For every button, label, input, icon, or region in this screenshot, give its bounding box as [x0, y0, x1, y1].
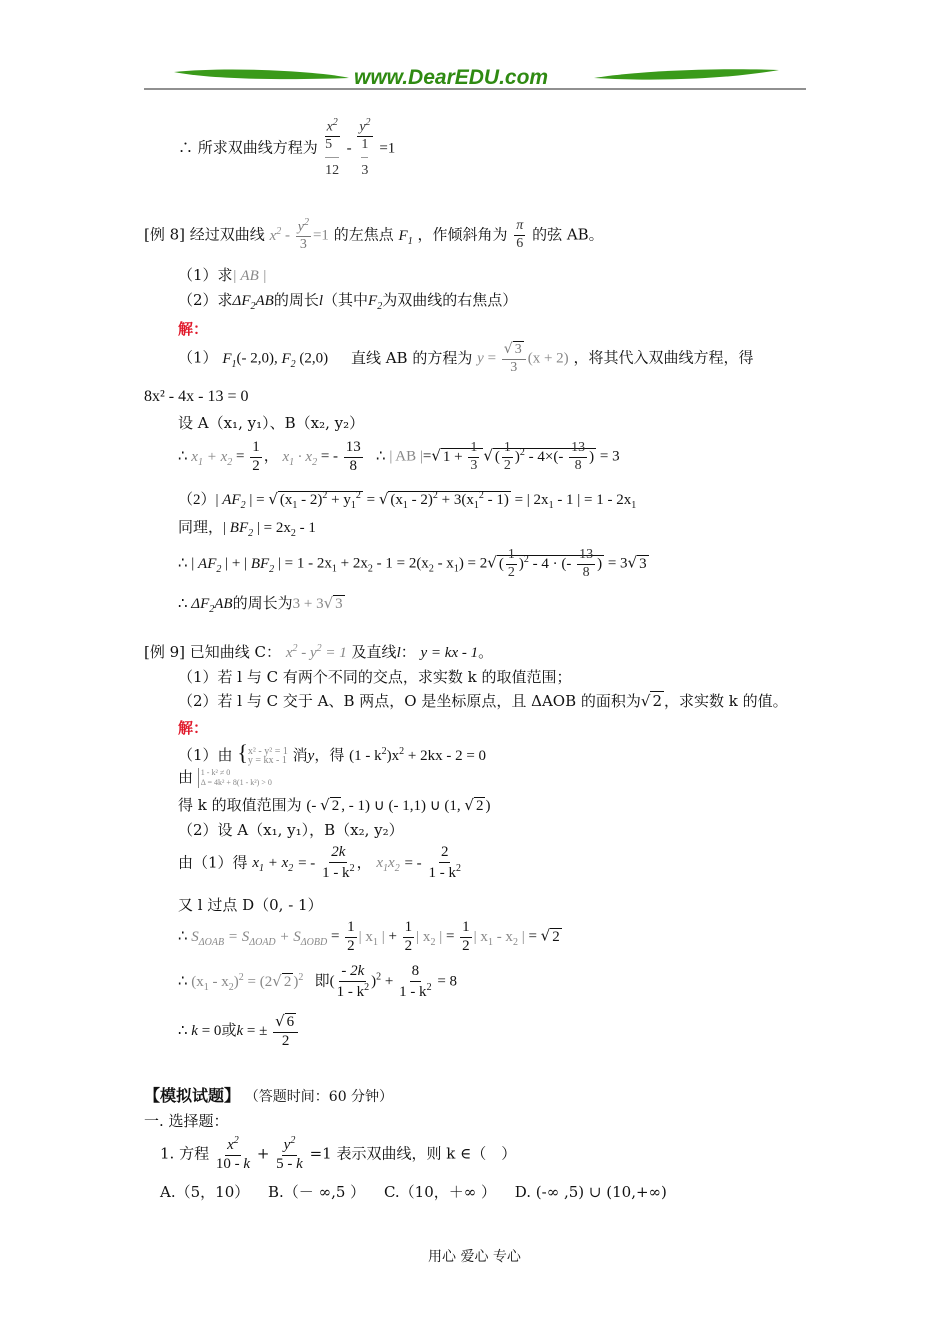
time-note: （答题时间：60 分钟） — [244, 1089, 394, 1105]
ex9-solution-line-3: 得 k 的取值范围为 (- √ 2 , - 1) ∪ (- 1,1) ∪ (1, √ 2 ) — [178, 796, 491, 814]
ex8-solution-line-1: （1） $F_1(-$ 2,0), $F_2$ (2,0) 直线 AB 的方程为 y = $\frac{√ 3}{3}$ (x + 2) ，将其代入双曲线方程，得 — [178, 341, 754, 375]
ex9-solution-line-1: （1）由 {x² - y² = 1 y = kx - 1 消y，得 $(1 - k^2)x^2 + 2kx - 2 = 0$ — [178, 740, 487, 766]
answer-line: ∴ 所求双曲线方程为 $x^2$ 5 12 - $y^2$ 1 3 =1 — [178, 117, 396, 179]
t1-c: ，得 — [314, 746, 345, 764]
q1-prefix: 1. 方程 — [160, 1144, 210, 1163]
s5: 同理， — [178, 520, 224, 536]
example-9-statement: [例 9] 已知曲线 C： $x^2 - y^2 = 1$ 及直线l： y = kx - 1。 — [144, 643, 494, 661]
ex8-af2: （2）| $AF_2$ | = √ $(x_1 - 2)^2 + y_1^2$ = √ $(x_1 - 2)^2 + 3(x_1^2 - 1)$ = | $2x_1 - 1$ | = $1 - 2x_1$ — [178, 490, 637, 511]
footer-text: 用心 爱心 专心 — [428, 1249, 521, 1265]
ex8-equation: 8x² - 4x - 13 = 0 — [144, 388, 249, 405]
example-8-question-1: （1）求| AB | — [178, 266, 267, 284]
practice-section: 一. 选择题： — [144, 1112, 229, 1130]
fraction-y2-over-1-3: $y^2$ 1 3 — [359, 117, 371, 179]
ex9-solution-line-2: 由 1 - k² ≠ 0 Δ = 4k² + 8(1 - k²) > 0 — [178, 768, 272, 787]
example-9-question-2: （2）若 l 与 C 交于 A、B 两点，O 是坐标原点，且 ΔAOB 的面积为√ 2 ，求实数 k 的值。 — [178, 692, 788, 710]
s1-c: ，将其代入双曲线方程，得 — [573, 348, 754, 367]
ex8-perimeter: ∴ $\Delta F_2AB$的周长为3 + 3√ 3 — [178, 594, 343, 615]
ex9-solution-line-6: 又 l 过点 D（0, - 1） — [178, 896, 323, 914]
ex8-q2d: 为双曲线的右焦点） — [382, 291, 518, 309]
example-8-question-2: （2）求$\Delta F_2AB$的周长l（其中$F_2$为双曲线的右焦点） — [178, 291, 518, 312]
practice-heading — [144, 1083, 393, 1106]
t2: 由 — [178, 768, 194, 786]
ex8-q2b: 的周长 — [273, 291, 319, 309]
question-1: 1. 方程 $\frac{x^2}{10 - k}$ + $\frac{y^2}{5 - k}$ =1 表示双曲线，则 k ∈（ ） — [160, 1135, 517, 1172]
t1-a: （1）由 — [178, 746, 233, 764]
option-d[interactable]: D. (-∞ ,5) ∪ (10,+∞) — [514, 1183, 667, 1201]
example-9-question-1: （1）若 l 与 C 有两个不同的交点，求实数 k 的取值范围； — [178, 668, 572, 686]
ex9-area: ∴ $S_{\Delta OAB} = S_{\Delta OAD} + S_{\Delta OBD}$ = $\frac{1}{2}$ | $x_1$ | + $\frac{1}{2}$ | $x_2$ | = $\frac{1}{2}$ | $x_1 - x_2$ | = √ 2 — [178, 919, 560, 954]
option-a[interactable]: A.（5，10） — [160, 1183, 250, 1201]
question-1-options — [160, 1181, 667, 1202]
solution-label-8: 解： — [178, 320, 209, 338]
ex8-ab-length: ∴ $x_1 + x_2$ = $\frac{1}{2}$ ， $x_1 \cdot x_2$ = - $\frac{13}{8}$ ∴ | AB |=√ 1 + $\frac{1}{3}$ √ ( $\frac{1}{2}$ )$^2$ - 4×(- $\frac{13}{8}$ ) = 3 — [178, 439, 620, 474]
t5: 由（1）得 — [178, 853, 248, 872]
s7-end: 的周长为 — [232, 596, 293, 612]
ex9-mid: 及直线 — [351, 643, 397, 661]
ex9-q2b: ，求实数 k 的值。 — [663, 692, 788, 710]
ex9-eq: y = kx - 1 — [420, 645, 479, 661]
practice-title: 【模拟试题】 — [144, 1086, 241, 1105]
ex8-q2a: （2）求 — [178, 291, 233, 309]
ex9-q2a: （2）若 l 与 C 交于 A、B 两点，O 是坐标原点，且 ΔAOB 的面积为 — [178, 692, 641, 710]
s1-b: 直线 AB 的方程为 — [350, 348, 473, 367]
ex8-mid2: ，作倾斜角为 — [417, 225, 508, 244]
ex8-end: 的弦 AB。 — [532, 225, 604, 244]
ex8-sum: ∴ | $AF_2$ | + | $BF_2$ | = $1 - 2x_1 + 2x_2 - 1 = 2(x_2 - x_1) = 2√$ ( $\frac{1}{2}$ )$^2$ - 4 · (- $\frac{13}{8}$ ) = 3√ 3 — [178, 547, 647, 580]
ex8-q2c: （其中 — [323, 291, 369, 309]
logo-text: www.DearEDU.com — [354, 66, 549, 89]
header-banner — [144, 60, 806, 92]
ex9-square: ∴ $(x_1 - x_2)^2 = (2√$ 2 )$^2$ 即( $\frac{- 2k}{1 - k^2}$ )$^2$ + $\frac{8}{1 - k^2}$ = 8 — [178, 963, 458, 1000]
option-c[interactable]: C.（10，＋∞ ） — [383, 1183, 496, 1201]
option-b[interactable]: B.（－ ∞,5 ） — [268, 1183, 366, 1201]
logo-swoosh — [144, 60, 806, 92]
t3: 得 k 的取值范围为 — [178, 796, 302, 814]
t1-b: 消 — [292, 746, 308, 764]
ex8-set-points: 设 A（x₁, y₁）、B（x₂, y₂） — [178, 414, 365, 432]
ex9-solution-line-5: 由（1）得 $x_1 + x_2$ = - $\frac{2k}{1 - k^2}$ ， $x_1x_2$ = - $\frac{2}{1 - k^2}$ — [178, 844, 461, 881]
ex9-solution-line-4: （2）设 A（x₁, y₁），B（x₂, y₂） — [178, 821, 404, 839]
ex9-result: ∴ k = 0或k = ± $\frac{√ 6}{2}$ — [178, 1014, 300, 1050]
ex8-bf2: 同理，| $BF_2$ | = $2x_2 - 1$ — [178, 520, 316, 539]
s1-a: （1） — [178, 348, 218, 367]
t8-mid: 即 — [314, 973, 330, 990]
ex8-q1: （1）求 — [178, 266, 233, 284]
ex8-mid1: 的左焦点 — [333, 225, 394, 244]
answer-prefix: ∴ 所求双曲线方程为 — [178, 138, 318, 157]
ex8-prefix: [例 8] 经过双曲线 — [144, 225, 265, 244]
q1-suffix: =1 表示双曲线，则 k ∈（ ） — [309, 1144, 517, 1163]
t9-mid: 或 — [221, 1023, 237, 1040]
ex9-prefix: [例 9] 已知曲线 C： — [144, 643, 282, 661]
fraction-x2-over-5-12: $x^2$ 5 12 — [325, 117, 340, 179]
solution-label-9: 解： — [178, 719, 209, 737]
example-8-statement: [例 8] 经过双曲线 $x^2$ - $\frac{y^2}{3}$ =1 的左焦点 $F_1$ ，作倾斜角为 $\frac{\pi}{6}$ 的弦 AB。 — [144, 217, 604, 253]
